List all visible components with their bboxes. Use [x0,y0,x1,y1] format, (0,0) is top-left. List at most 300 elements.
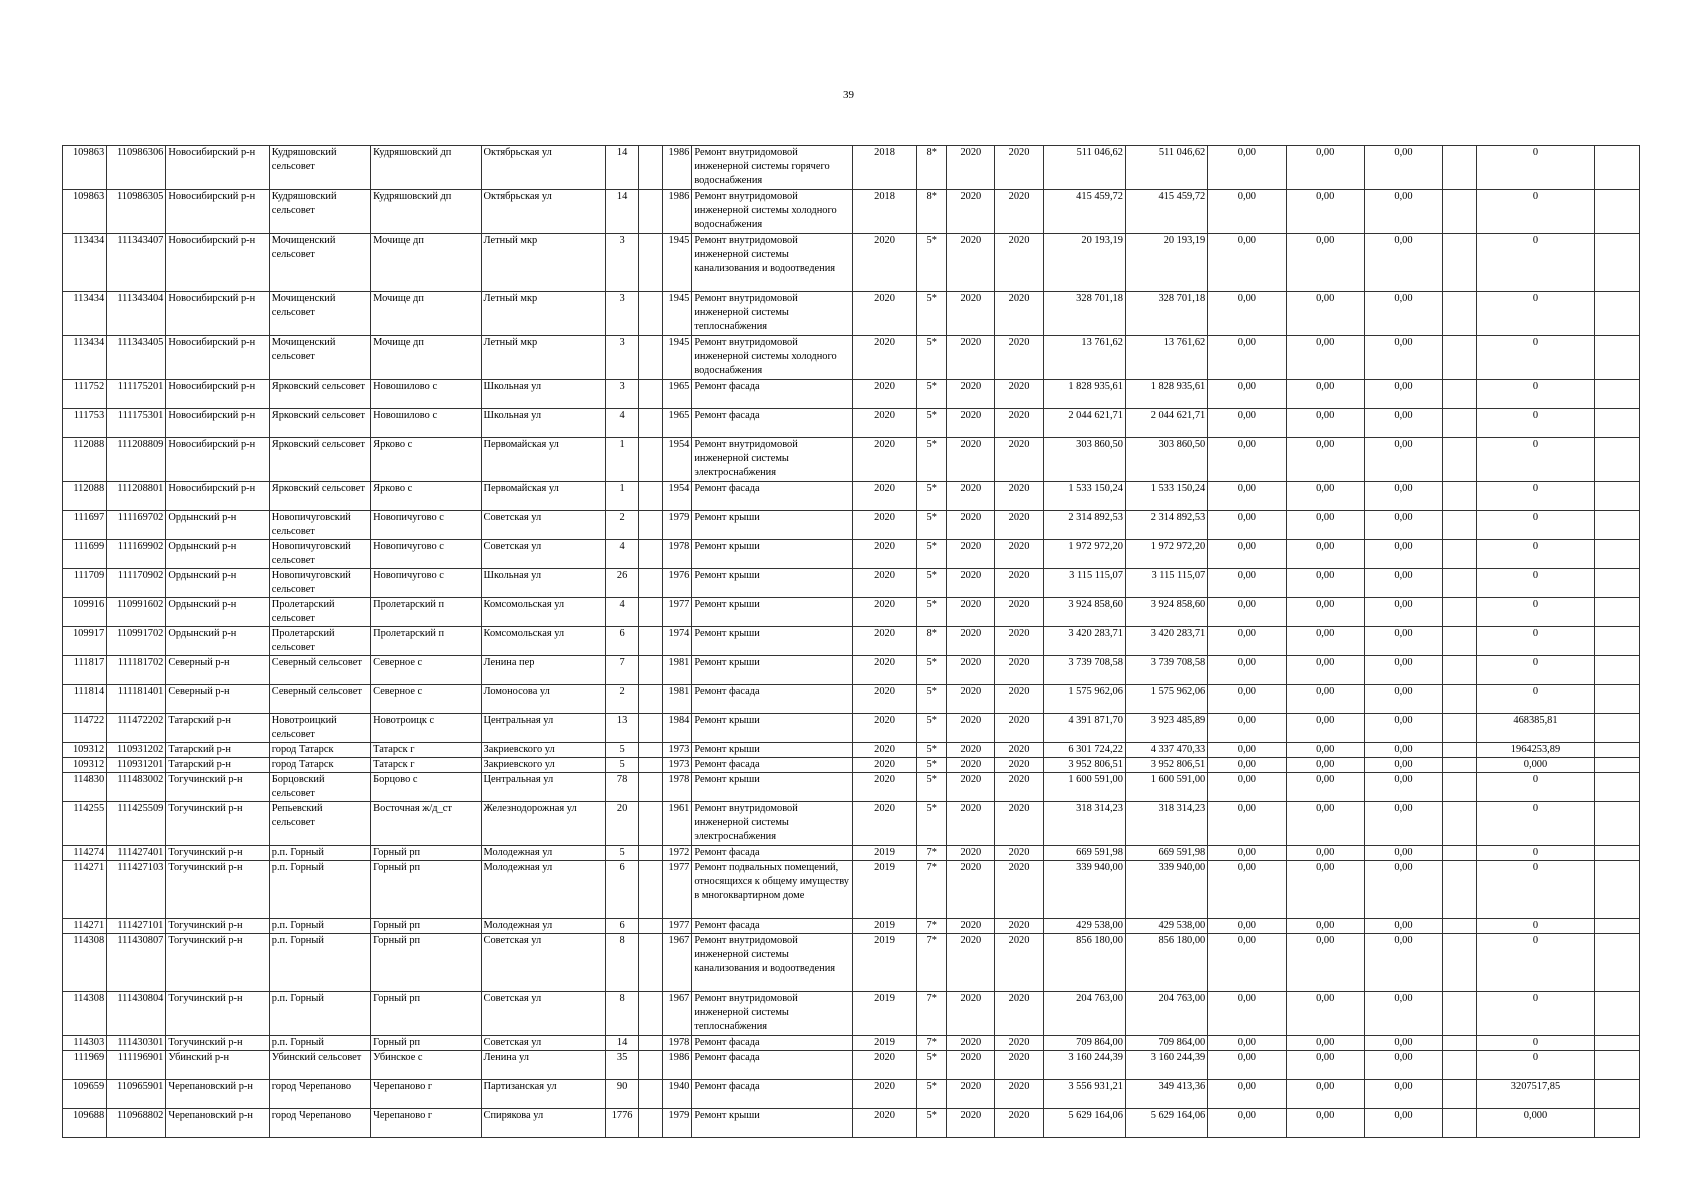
cell-fund-amount: 3 420 283,71 [1125,627,1207,656]
cell-work-type: Ремонт внутридомовой инженерной системы горячего водоснабжения [692,146,853,190]
table-row [63,540,1640,569]
cell-municipality: Мочищенский сельсовет [269,292,370,336]
cell-plan-year: 2020 [852,743,916,758]
cell-program-stage: 5* [917,292,947,336]
cell-building [639,234,663,292]
cell-fund-amount: 1 533 150,24 [1125,482,1207,511]
cell-object-id: 109916 [63,598,107,627]
cell-year-built: 1954 [663,438,692,482]
cell-municipality: город Татарск [269,743,370,758]
cell-street: Советская ул [481,934,605,992]
cell-program-stage: 5* [917,802,947,846]
cell-street: Летный мкр [481,234,605,292]
cell-end-year: 2020 [995,409,1043,438]
cell-locality: Ярково с [371,438,481,482]
cell-municipality: город Татарск [269,758,370,773]
cell-program-stage: 5* [917,714,947,743]
cell-other-amount: 0,00 [1364,627,1442,656]
cell-object-id: 109863 [63,190,107,234]
cell-plan-year: 2018 [852,146,916,190]
cell-year-built: 1973 [663,758,692,773]
cell-total-cost: 20 193,19 [1043,234,1125,292]
cell-total-cost: 3 556 931,21 [1043,1080,1125,1109]
cell-end-year: 2020 [995,656,1043,685]
cell-fund-amount: 3 923 485,89 [1125,714,1207,743]
cell-house-number: 8 [606,934,639,992]
cell-total-cost: 1 533 150,24 [1043,482,1125,511]
cell-locality: Новопичугово с [371,569,481,598]
cell-note [1594,1036,1639,1051]
cell-building [639,846,663,861]
cell-year-built: 1973 [663,743,692,758]
cell-street: Советская ул [481,992,605,1036]
cell-start-year: 2020 [947,919,995,934]
cell-street: Молодежная ул [481,846,605,861]
cell-district: Тогучинский р-н [166,773,269,802]
cell-end-year: 2020 [995,861,1043,919]
cell-work-type: Ремонт фасада [692,380,853,409]
cell-object-id: 111753 [63,409,107,438]
cell-object-id: 114308 [63,992,107,1036]
cell-owners-amount: 0 [1477,569,1594,598]
cell-house-number: 3 [606,234,639,292]
cell-end-year: 2020 [995,540,1043,569]
cell-work-id: 111472202 [107,714,166,743]
cell-locality: Убинское с [371,1051,481,1080]
cell-reserve [1443,627,1477,656]
cell-owners-amount: 0,000 [1477,1109,1594,1138]
cell-street: Партизанская ул [481,1080,605,1109]
cell-reserve [1443,685,1477,714]
cell-note [1594,919,1639,934]
cell-work-type: Ремонт внутридомовой инженерной системы теплоснабжения [692,992,853,1036]
cell-budget-amount: 0,00 [1208,482,1286,511]
cell-start-year: 2020 [947,1051,995,1080]
table-row [63,598,1640,627]
cell-local-amount: 0,00 [1286,714,1364,743]
cell-plan-year: 2020 [852,598,916,627]
cell-budget-amount: 0,00 [1208,773,1286,802]
cell-budget-amount: 0,00 [1208,846,1286,861]
cell-other-amount: 0,00 [1364,1109,1442,1138]
cell-note [1594,714,1639,743]
cell-building [639,627,663,656]
cell-district: Тогучинский р-н [166,802,269,846]
cell-work-id: 110986305 [107,190,166,234]
cell-house-number: 5 [606,758,639,773]
cell-note [1594,569,1639,598]
cell-owners-amount: 0 [1477,1036,1594,1051]
cell-local-amount: 0,00 [1286,1036,1364,1051]
cell-other-amount: 0,00 [1364,438,1442,482]
cell-work-type: Ремонт крыши [692,540,853,569]
cell-building [639,861,663,919]
cell-year-built: 1967 [663,992,692,1036]
cell-locality: Кудряшовский дп [371,190,481,234]
table-row [63,511,1640,540]
cell-work-type: Ремонт внутридомовой инженерной системы холодного водоснабжения [692,190,853,234]
cell-municipality: Ярковский сельсовет [269,438,370,482]
cell-municipality: р.п. Горный [269,1036,370,1051]
cell-end-year: 2020 [995,773,1043,802]
cell-local-amount: 0,00 [1286,758,1364,773]
cell-end-year: 2020 [995,685,1043,714]
cell-year-built: 1986 [663,146,692,190]
cell-locality: Кудряшовский дп [371,146,481,190]
cell-reserve [1443,336,1477,380]
cell-end-year: 2020 [995,627,1043,656]
cell-total-cost: 3 739 708,58 [1043,656,1125,685]
cell-end-year: 2020 [995,234,1043,292]
cell-total-cost: 3 952 806,51 [1043,758,1125,773]
cell-locality: Мочище дп [371,234,481,292]
cell-district: Ордынский р-н [166,598,269,627]
cell-note [1594,685,1639,714]
cell-work-id: 111343404 [107,292,166,336]
cell-total-cost: 204 763,00 [1043,992,1125,1036]
cell-other-amount: 0,00 [1364,190,1442,234]
cell-fund-amount: 1 600 591,00 [1125,773,1207,802]
cell-budget-amount: 0,00 [1208,146,1286,190]
cell-fund-amount: 511 046,62 [1125,146,1207,190]
cell-other-amount: 0,00 [1364,1036,1442,1051]
cell-building [639,758,663,773]
cell-building [639,656,663,685]
cell-locality: Черепаново г [371,1109,481,1138]
cell-street: Ленина пер [481,656,605,685]
cell-owners-amount: 0 [1477,934,1594,992]
cell-budget-amount: 0,00 [1208,758,1286,773]
cell-owners-amount: 0 [1477,234,1594,292]
cell-plan-year: 2019 [852,919,916,934]
cell-program-stage: 7* [917,992,947,1036]
cell-total-cost: 6 301 724,22 [1043,743,1125,758]
cell-note [1594,598,1639,627]
cell-locality: Новошилово с [371,409,481,438]
cell-locality: Новошилово с [371,380,481,409]
cell-year-built: 1945 [663,336,692,380]
cell-object-id: 111752 [63,380,107,409]
cell-end-year: 2020 [995,336,1043,380]
cell-program-stage: 5* [917,438,947,482]
cell-work-id: 111430804 [107,992,166,1036]
cell-reserve [1443,292,1477,336]
cell-other-amount: 0,00 [1364,380,1442,409]
cell-local-amount: 0,00 [1286,598,1364,627]
cell-work-id: 110931201 [107,758,166,773]
cell-start-year: 2020 [947,1080,995,1109]
cell-house-number: 2 [606,685,639,714]
cell-district: Черепановский р-н [166,1080,269,1109]
cell-street: Центральная ул [481,773,605,802]
cell-plan-year: 2020 [852,569,916,598]
cell-work-id: 111196901 [107,1051,166,1080]
cell-building [639,292,663,336]
cell-budget-amount: 0,00 [1208,743,1286,758]
cell-reserve [1443,743,1477,758]
cell-plan-year: 2020 [852,714,916,743]
cell-year-built: 1978 [663,540,692,569]
cell-end-year: 2020 [995,569,1043,598]
cell-program-stage: 5* [917,598,947,627]
cell-note [1594,234,1639,292]
cell-budget-amount: 0,00 [1208,992,1286,1036]
cell-district: Тогучинский р-н [166,934,269,992]
cell-local-amount: 0,00 [1286,934,1364,992]
cell-other-amount: 0,00 [1364,919,1442,934]
cell-fund-amount: 13 761,62 [1125,336,1207,380]
cell-start-year: 2020 [947,292,995,336]
cell-object-id: 109863 [63,146,107,190]
cell-note [1594,511,1639,540]
cell-local-amount: 0,00 [1286,511,1364,540]
cell-reserve [1443,598,1477,627]
cell-year-built: 1945 [663,292,692,336]
cell-building [639,714,663,743]
cell-end-year: 2020 [995,934,1043,992]
cell-reserve [1443,190,1477,234]
cell-house-number: 6 [606,861,639,919]
cell-work-type: Ремонт подвальных помещений, относящихся к общему имуществу в многоквартирном доме [692,861,853,919]
cell-year-built: 1965 [663,380,692,409]
cell-program-stage: 7* [917,846,947,861]
cell-work-id: 111343407 [107,234,166,292]
table-row [63,1109,1640,1138]
cell-total-cost: 303 860,50 [1043,438,1125,482]
cell-work-type: Ремонт внутридомовой инженерной системы электроснабжения [692,802,853,846]
cell-building [639,409,663,438]
cell-street: Ленина ул [481,1051,605,1080]
cell-building [639,802,663,846]
cell-total-cost: 669 591,98 [1043,846,1125,861]
cell-district: Новосибирский р-н [166,380,269,409]
cell-locality: Борцово с [371,773,481,802]
cell-reserve [1443,846,1477,861]
cell-year-built: 1954 [663,482,692,511]
cell-plan-year: 2020 [852,758,916,773]
cell-work-id: 111175201 [107,380,166,409]
cell-street: Железнодорожная ул [481,802,605,846]
cell-local-amount: 0,00 [1286,409,1364,438]
cell-fund-amount: 5 629 164,06 [1125,1109,1207,1138]
cell-note [1594,934,1639,992]
cell-house-number: 4 [606,598,639,627]
cell-work-type: Ремонт крыши [692,1109,853,1138]
cell-year-built: 1977 [663,861,692,919]
cell-plan-year: 2020 [852,1109,916,1138]
cell-work-type: Ремонт фасада [692,409,853,438]
cell-end-year: 2020 [995,992,1043,1036]
cell-municipality: Борцовский сельсовет [269,773,370,802]
cell-owners-amount: 0 [1477,919,1594,934]
cell-object-id: 113434 [63,292,107,336]
cell-note [1594,743,1639,758]
cell-owners-amount: 0 [1477,190,1594,234]
cell-reserve [1443,992,1477,1036]
cell-object-id: 114308 [63,934,107,992]
cell-budget-amount: 0,00 [1208,190,1286,234]
cell-program-stage: 7* [917,861,947,919]
cell-locality: Горный рп [371,846,481,861]
cell-house-number: 8 [606,992,639,1036]
cell-locality: Горный рп [371,992,481,1036]
cell-owners-amount: 0 [1477,685,1594,714]
cell-program-stage: 8* [917,627,947,656]
cell-start-year: 2020 [947,438,995,482]
cell-total-cost: 1 575 962,06 [1043,685,1125,714]
cell-building [639,773,663,802]
cell-owners-amount: 1964253,89 [1477,743,1594,758]
cell-program-stage: 5* [917,773,947,802]
cell-plan-year: 2019 [852,992,916,1036]
cell-building [639,919,663,934]
cell-other-amount: 0,00 [1364,861,1442,919]
cell-start-year: 2020 [947,1109,995,1138]
table-row [63,146,1640,190]
cell-budget-amount: 0,00 [1208,627,1286,656]
cell-street: Спирякова ул [481,1109,605,1138]
cell-start-year: 2020 [947,482,995,511]
cell-municipality: р.п. Горный [269,934,370,992]
cell-building [639,190,663,234]
cell-reserve [1443,234,1477,292]
cell-budget-amount: 0,00 [1208,438,1286,482]
table-row [63,934,1640,992]
cell-district: Новосибирский р-н [166,336,269,380]
cell-local-amount: 0,00 [1286,1051,1364,1080]
cell-owners-amount: 0 [1477,540,1594,569]
table-row [63,992,1640,1036]
cell-year-built: 1979 [663,511,692,540]
cell-budget-amount: 0,00 [1208,1051,1286,1080]
cell-total-cost: 1 828 935,61 [1043,380,1125,409]
cell-year-built: 1986 [663,190,692,234]
cell-owners-amount: 0 [1477,146,1594,190]
cell-year-built: 1977 [663,919,692,934]
cell-municipality: Пролетарский сельсовет [269,627,370,656]
cell-street: Молодежная ул [481,919,605,934]
cell-plan-year: 2018 [852,190,916,234]
cell-district: Ордынский р-н [166,540,269,569]
cell-fund-amount: 3 160 244,39 [1125,1051,1207,1080]
cell-object-id: 114274 [63,846,107,861]
cell-locality: Татарск г [371,758,481,773]
cell-plan-year: 2019 [852,1036,916,1051]
cell-start-year: 2020 [947,598,995,627]
cell-building [639,438,663,482]
cell-reserve [1443,919,1477,934]
cell-municipality: Кудряшовский сельсовет [269,146,370,190]
cell-house-number: 7 [606,656,639,685]
cell-total-cost: 2 044 621,71 [1043,409,1125,438]
cell-fund-amount: 1 972 972,20 [1125,540,1207,569]
cell-building [639,1080,663,1109]
cell-object-id: 114303 [63,1036,107,1051]
cell-budget-amount: 0,00 [1208,511,1286,540]
cell-other-amount: 0,00 [1364,743,1442,758]
cell-start-year: 2020 [947,802,995,846]
cell-local-amount: 0,00 [1286,773,1364,802]
cell-owners-amount: 0,000 [1477,758,1594,773]
cell-work-id: 111181702 [107,656,166,685]
cell-house-number: 14 [606,1036,639,1051]
table-row [63,569,1640,598]
cell-locality: Новопичугово с [371,540,481,569]
cell-district: Тогучинский р-н [166,919,269,934]
cell-district: Тогучинский р-н [166,846,269,861]
cell-total-cost: 1 972 972,20 [1043,540,1125,569]
cell-building [639,380,663,409]
cell-year-built: 1967 [663,934,692,992]
cell-budget-amount: 0,00 [1208,234,1286,292]
cell-start-year: 2020 [947,992,995,1036]
table-row [63,482,1640,511]
cell-year-built: 1986 [663,1051,692,1080]
cell-start-year: 2020 [947,758,995,773]
cell-work-id: 111483002 [107,773,166,802]
cell-work-id: 111169902 [107,540,166,569]
cell-fund-amount: 3 952 806,51 [1125,758,1207,773]
cell-municipality: Мочищенский сельсовет [269,234,370,292]
cell-total-cost: 2 314 892,53 [1043,511,1125,540]
cell-total-cost: 709 864,00 [1043,1036,1125,1051]
table-row [63,1036,1640,1051]
cell-note [1594,482,1639,511]
cell-year-built: 1961 [663,802,692,846]
cell-start-year: 2020 [947,685,995,714]
cell-program-stage: 5* [917,1080,947,1109]
cell-end-year: 2020 [995,1036,1043,1051]
cell-plan-year: 2020 [852,234,916,292]
cell-note [1594,292,1639,336]
table-row [63,336,1640,380]
cell-object-id: 111814 [63,685,107,714]
cell-note [1594,773,1639,802]
cell-object-id: 109312 [63,743,107,758]
cell-work-type: Ремонт внутридомовой инженерной системы холодного водоснабжения [692,336,853,380]
cell-other-amount: 0,00 [1364,656,1442,685]
cell-note [1594,846,1639,861]
cell-local-amount: 0,00 [1286,685,1364,714]
cell-work-id: 111170902 [107,569,166,598]
cell-budget-amount: 0,00 [1208,685,1286,714]
cell-plan-year: 2020 [852,409,916,438]
cell-end-year: 2020 [995,598,1043,627]
cell-end-year: 2020 [995,714,1043,743]
cell-house-number: 14 [606,146,639,190]
cell-work-type: Ремонт внутридомовой инженерной системы канализования и водоотведения [692,934,853,992]
cell-year-built: 1940 [663,1080,692,1109]
cell-fund-amount: 669 591,98 [1125,846,1207,861]
cell-program-stage: 5* [917,1109,947,1138]
cell-note [1594,146,1639,190]
cell-note [1594,802,1639,846]
cell-budget-amount: 0,00 [1208,714,1286,743]
cell-municipality: Новопичуговский сельсовет [269,540,370,569]
cell-reserve [1443,773,1477,802]
cell-budget-amount: 0,00 [1208,336,1286,380]
cell-end-year: 2020 [995,190,1043,234]
cell-locality: Пролетарский п [371,627,481,656]
cell-work-id: 110965901 [107,1080,166,1109]
cell-other-amount: 0,00 [1364,336,1442,380]
cell-reserve [1443,714,1477,743]
cell-reserve [1443,380,1477,409]
cell-other-amount: 0,00 [1364,569,1442,598]
cell-other-amount: 0,00 [1364,1051,1442,1080]
cell-total-cost: 511 046,62 [1043,146,1125,190]
cell-district: Черепановский р-н [166,1109,269,1138]
